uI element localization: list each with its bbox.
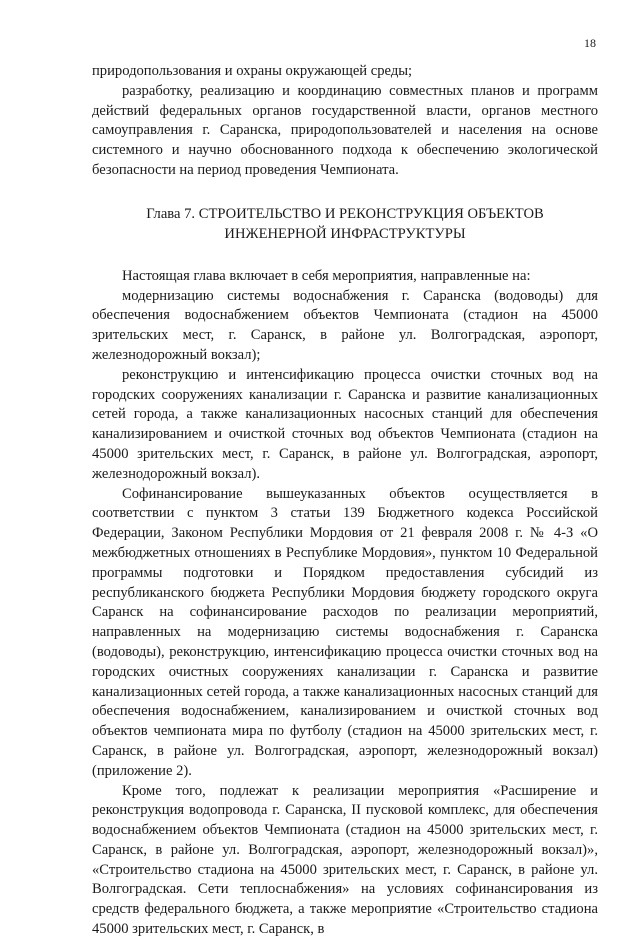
chapter-title — [92, 204, 598, 244]
body-paragraph: модернизацию системы водоснабжения г. Саранска (водоводы) для обеспечения водоснабжением объектов Чемпионата (стадион на 45000 зрительских мест, г. Саранск, в районе ул. Волгоградская, аэропорт, железнодорожный вокзал); — [92, 287, 598, 363]
chapter-title-line-1: Глава 7. СТРОИТЕЛЬСТВО И РЕКОНСТРУКЦИЯ ОБЪЕКТОВ — [146, 205, 544, 222]
body-paragraph: Настоящая глава включает в себя мероприятия, направленные на: — [122, 267, 531, 284]
intro-paragraph: природопользования и охраны окружающей среды; — [92, 63, 413, 79]
document-body — [92, 62, 598, 940]
page-number: 18 — [584, 36, 596, 50]
body-paragraph: Кроме того, подлежат к реализации мероприятия «Расширение и реконструкция водопровода г. Саранска, II пусковой комплекс, для обеспечения водоснабжением объектов Чемпионата (стадион на 45000 зрительских мест, г. Саранск, в районе ул. Волгоградская, аэропорт, железнодорожный вокзал)», «Строительство стадиона на 45000 зрительских мест, г. Саранск, в районе ул. Волгоградская. Сети теплоснабжения» на условиях софинансирования из средств федерального бюджета, а также мероприятие «Строительство стадиона 45000 зрительских мест, г. Саранск, в — [92, 782, 598, 938]
intro-paragraph: разработку, реализацию и координацию совместных планов и программ действий федеральных органов государственной власти, органов местного самоуправления г. Саранска, природопользователей и населения на основе системного и научно обоснованного подхода к обеспечению экологической безопасности на период проведения Чемпионата. — [92, 82, 598, 178]
chapter-title-line-2: ИНЖЕНЕРНОЙ ИНФРАСТРУКТУРЫ — [224, 225, 466, 242]
body-paragraph: Софинансирование вышеуказанных объектов осуществляется в соответствии с пунктом 3 статьи 139 Бюджетного кодекса Российской Федерации, Законом Республики Мордовия от 21 февраля 2008 г. № 4-З «О межбюджетных отношениях в Республике Мордовия», пунктом 10 Федеральной программы подготовки и Порядком предоставления субсидий из республиканского бюджета Республики Мордовия бюджету городского округа Саранск на софинансирование расходов по реализации мероприятий, направленных на модернизацию системы водоснабжения г. Саранска (водоводы), реконструкцию, интенсификацию процесса очистки сточных вод на городских очистных сооружениях канализации г. Саранска и развитие канализационных сетей города, а также канализационных насосных станций для обеспечения водоснабжением, канализированием и очисткой сточных вод объектов чемпионата мира по футболу (стадион на 45000 зрительских мест, г. Саранск, в районе ул. Волгоградская, аэропорт, железнодорожный вокзал) (приложение 2). — [92, 485, 598, 779]
body-paragraph: реконструкцию и интенсификацию процесса очистки сточных вод на городских сооружениях канализации г. Саранска и развитие канализационных сетей города, а также канализационных насосных станций для обеспечения канализированием и очисткой сточных вод объектов Чемпионата (стадион на 45000 зрительских мест, г. Саранск, в районе ул. Волгоградская, аэропорт, железнодорожный вокзал). — [92, 366, 598, 482]
